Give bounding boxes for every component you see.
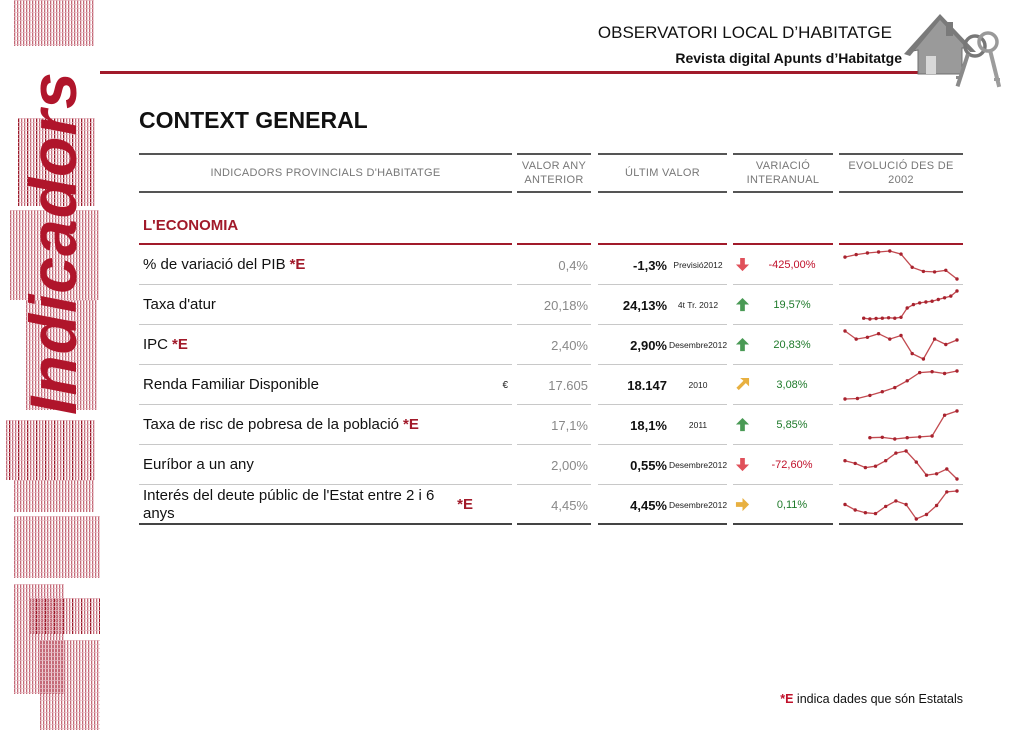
- indicator-label: IPC: [143, 336, 169, 353]
- sparkline-point: [904, 449, 907, 452]
- indicator-label: Interés del deute públic de l'Estat entre 2 i 6 anys: [143, 487, 435, 522]
- arrow-up-icon: [735, 417, 750, 432]
- sparkline-path: [845, 371, 957, 399]
- sparkline-point: [856, 397, 859, 400]
- variation-cell: [733, 245, 833, 285]
- sparkline-point: [922, 270, 925, 273]
- column-header-variation-label: VARIACIÓ INTERANUAL: [746, 160, 820, 186]
- arrow-up-icon: [735, 337, 750, 352]
- evolution-sparkline: [839, 365, 963, 405]
- column-header-last-label: ÚLTIM VALOR: [624, 167, 700, 179]
- sparkline-point: [944, 343, 947, 346]
- last-value-cell: [598, 245, 727, 285]
- last-value-cell: [598, 445, 727, 485]
- last-value-cell: [598, 285, 727, 325]
- sparkline-point: [864, 511, 867, 514]
- period-line-2: 2012: [708, 340, 728, 350]
- sparkline-point: [943, 296, 946, 299]
- variation-value: 19,57%: [773, 299, 811, 311]
- evolution-cell: [839, 245, 963, 285]
- sparkline-point: [868, 436, 871, 439]
- table-row: [0, 485, 1023, 525]
- previous-value: 20,18%: [543, 297, 588, 313]
- sparkline-point: [884, 505, 887, 508]
- sparkline-point: [911, 266, 914, 269]
- variation-value: 3,08%: [776, 379, 808, 391]
- evolution-sparkline: [839, 245, 963, 285]
- estatal-star: *E: [403, 416, 419, 433]
- period-line-1: Desembre: [668, 460, 709, 470]
- sparkline-point: [877, 332, 880, 335]
- previous-value-cell: [517, 445, 591, 485]
- sparkline-point: [933, 270, 936, 273]
- sparkline-point: [906, 436, 909, 439]
- sparkline-point: [918, 371, 921, 374]
- sparkline-point: [915, 460, 918, 463]
- evolution-sparkline: [839, 485, 963, 525]
- sparkline-point: [894, 499, 897, 502]
- evolution-sparkline: [839, 405, 963, 445]
- last-value-cell: [598, 485, 727, 525]
- header-rule: [100, 71, 940, 74]
- column-header-evolution-label: EVOLUCIÓ DES DE 2002: [848, 160, 954, 186]
- sparkline-point: [899, 334, 902, 337]
- evolution-cell: [839, 445, 963, 485]
- sparkline-point: [955, 277, 958, 280]
- period-label: [668, 325, 728, 365]
- sparkline-point: [904, 503, 907, 506]
- sparkline-point: [843, 503, 846, 506]
- sparkline-point: [922, 357, 925, 360]
- column-header-previous-label: VALOR ANY ANTERIOR: [521, 160, 587, 186]
- sparkline-point: [918, 435, 921, 438]
- arrow-down-icon: [735, 457, 750, 472]
- period-label: [672, 405, 724, 445]
- sparkline-point: [906, 306, 909, 309]
- column-header-indicator: [139, 153, 512, 193]
- footnote-star: *E: [780, 692, 794, 706]
- sparkline-point: [924, 300, 927, 303]
- table-row: [0, 285, 1023, 325]
- table-row: [0, 365, 1023, 405]
- sparkline-point: [935, 472, 938, 475]
- indicator-cell: [139, 285, 512, 325]
- last-value: 24,13%: [622, 297, 667, 313]
- estatal-star: *E: [289, 256, 306, 273]
- sparkline-point: [893, 317, 896, 320]
- sparkline-path: [864, 291, 957, 319]
- last-value: 0,55%: [630, 457, 667, 473]
- indicator-name: [143, 365, 473, 405]
- sparkline-point: [843, 255, 846, 258]
- previous-value: 4,45%: [551, 497, 588, 513]
- column-header-last: [598, 153, 727, 193]
- sparkline-point: [884, 459, 887, 462]
- footnote-text: indica dades que són Estatals: [793, 692, 963, 706]
- period-line-2: 2012: [708, 460, 728, 470]
- column-header-indicator-label: INDICADORS PROVINCIALS D'HABITATGE: [210, 167, 441, 179]
- sparkline-point: [925, 513, 928, 516]
- variation-value: 20,83%: [773, 339, 811, 351]
- house-keys-logo: [902, 12, 1002, 94]
- variation-value: 0,11%: [776, 499, 808, 511]
- sparkline-point: [955, 489, 958, 492]
- sparkline-point: [918, 301, 921, 304]
- sparkline-point: [877, 250, 880, 253]
- sparkline-point: [874, 512, 877, 515]
- sparkline-point: [843, 459, 846, 462]
- indicator-cell: [139, 485, 512, 525]
- sparkline-point: [887, 316, 890, 319]
- previous-value: 0,4%: [558, 257, 588, 273]
- evolution-cell: [839, 325, 963, 365]
- sparkline-point: [864, 466, 867, 469]
- section-title: CONTEXT GENERAL: [139, 107, 368, 133]
- previous-value-cell: [517, 245, 591, 285]
- evolution-cell: [839, 485, 963, 525]
- sparkline-point: [955, 369, 958, 372]
- variation-cell: [733, 445, 833, 485]
- sparkline-point: [935, 504, 938, 507]
- sparkline-point: [881, 390, 884, 393]
- column-header-previous: [517, 153, 591, 193]
- indicator-name: [143, 285, 473, 325]
- sparkline-point: [843, 329, 846, 332]
- arrow-down-icon: [735, 257, 750, 272]
- variation-cell: [733, 485, 833, 525]
- last-value: 18.147: [627, 377, 667, 393]
- sparkline-point: [955, 338, 958, 341]
- sparkline-point: [893, 437, 896, 440]
- sparkline-point: [949, 294, 952, 297]
- sparkline-point: [855, 337, 858, 340]
- period-line-1: Previsió: [673, 260, 704, 270]
- indicator-cell: [139, 365, 512, 405]
- evolution-sparkline: [839, 325, 963, 365]
- last-value-cell: [598, 325, 727, 365]
- previous-value: 2,40%: [551, 337, 588, 353]
- side-title: Indicadors: [16, 71, 90, 415]
- sparkline-point: [925, 474, 928, 477]
- sparkline-point: [862, 317, 865, 320]
- period-label: [672, 285, 724, 325]
- sparkline-point: [888, 249, 891, 252]
- header-subtitle: Revista digital Apunts d’Habitatge: [675, 50, 902, 66]
- estatal-star: *E: [172, 336, 188, 353]
- period-line-1: Desembre: [668, 500, 709, 510]
- sparkline-point: [955, 289, 958, 292]
- sparkline-point: [855, 253, 858, 256]
- indicator-cell: [139, 445, 512, 485]
- table-row: [0, 245, 1023, 285]
- last-value-cell: [598, 405, 727, 445]
- sparkline-point: [843, 397, 846, 400]
- sparkline-point: [854, 462, 857, 465]
- period-line-1: Desembre: [668, 340, 709, 350]
- sparkline-point: [912, 303, 915, 306]
- sparkline-point: [955, 409, 958, 412]
- indicator-label: % de variació del PIB: [143, 256, 286, 273]
- evolution-cell: [839, 405, 963, 445]
- evolution-cell: [839, 365, 963, 405]
- arrow-up-icon: [735, 297, 750, 312]
- last-value: -1,3%: [633, 257, 667, 273]
- sparkline-point: [945, 490, 948, 493]
- variation-cell: [733, 365, 833, 405]
- sparkline-point: [906, 379, 909, 382]
- arrow-right-icon: [735, 497, 750, 512]
- footnote: [780, 692, 963, 706]
- sparkline-point: [888, 337, 891, 340]
- previous-value: 17,1%: [551, 417, 588, 433]
- sparkline-point: [874, 317, 877, 320]
- indicator-label: Euríbor a un any: [143, 456, 254, 473]
- previous-value-cell: [517, 405, 591, 445]
- evolution-sparkline: [839, 285, 963, 325]
- period-line-2: 2012: [703, 260, 723, 270]
- unit-label: €: [502, 379, 508, 391]
- sparkline-point: [881, 317, 884, 320]
- previous-value-cell: [517, 285, 591, 325]
- period-line-2: 2012: [708, 500, 728, 510]
- sparkline-point: [866, 336, 869, 339]
- last-value: 18,1%: [630, 417, 667, 433]
- table-row: [0, 445, 1023, 485]
- sparkline-point: [945, 467, 948, 470]
- sparkline-point: [866, 251, 869, 254]
- sparkline-point: [943, 372, 946, 375]
- sparkline-point: [894, 451, 897, 454]
- sparkline-point: [930, 434, 933, 437]
- variation-value: -425,00%: [768, 259, 816, 271]
- evolution-sparkline: [839, 445, 963, 485]
- sparkline-path: [845, 451, 957, 479]
- previous-value-cell: [517, 325, 591, 365]
- arrow-up-right-icon: [735, 377, 750, 392]
- period-label: [668, 485, 728, 525]
- sparkline-point: [933, 337, 936, 340]
- table-row: [0, 405, 1023, 445]
- sparkline-point: [868, 394, 871, 397]
- sparkline-point: [937, 298, 940, 301]
- sparkline-point: [915, 517, 918, 520]
- variation-cell: [733, 285, 833, 325]
- evolution-cell: [839, 285, 963, 325]
- table-row: [0, 325, 1023, 365]
- period-label: [672, 365, 724, 405]
- variation-cell: [733, 325, 833, 365]
- indicator-cell: [139, 325, 512, 365]
- sparkline-point: [868, 317, 871, 320]
- indicator-label: Taxa de risc de pobresa de la població: [143, 416, 399, 433]
- sparkline-point: [874, 465, 877, 468]
- header-title: OBSERVATORI LOCAL D’HABITATGE: [597, 23, 892, 42]
- sparkline-point: [955, 477, 958, 480]
- sparkline-point: [854, 508, 857, 511]
- indicator-label: Renda Familiar Disponible: [143, 376, 319, 393]
- sparkline-point: [911, 352, 914, 355]
- period-line-1: 4t Tr. 2012: [677, 300, 719, 310]
- period-label: [668, 445, 728, 485]
- variation-value: 5,85%: [776, 419, 808, 431]
- indicator-cell: [139, 405, 512, 445]
- variation-cell: [733, 405, 833, 445]
- group-label: L'ECONOMIA: [143, 217, 239, 234]
- sparkline-point: [943, 414, 946, 417]
- sparkline-point: [893, 386, 896, 389]
- indicator-name: [143, 245, 473, 285]
- estatal-star: *E: [457, 496, 473, 513]
- sparkline-point: [944, 269, 947, 272]
- indicator-label: Taxa d'atur: [143, 296, 216, 313]
- column-header-variation: [733, 153, 833, 193]
- previous-value-cell: [517, 365, 591, 405]
- indicator-name: [143, 325, 473, 365]
- sparkline-point: [930, 300, 933, 303]
- period-label: [672, 245, 724, 285]
- variation-value: -72,60%: [771, 459, 813, 471]
- indicator-cell: [139, 245, 512, 285]
- column-header-evolution: [839, 153, 963, 193]
- last-value: 4,45%: [630, 497, 667, 513]
- sparkline-point: [881, 436, 884, 439]
- sparkline-point: [930, 370, 933, 373]
- indicator-name: [143, 485, 473, 525]
- period-line-1: 2010: [688, 380, 708, 390]
- sparkline-point: [899, 316, 902, 319]
- sparkline-path: [845, 491, 957, 519]
- period-line-1: 2011: [688, 420, 708, 430]
- previous-value: 2,00%: [551, 457, 588, 473]
- indicator-name: [143, 445, 473, 485]
- previous-value: 17.605: [548, 377, 588, 393]
- indicator-name: [143, 405, 473, 445]
- last-value-cell: [598, 365, 727, 405]
- previous-value-cell: [517, 485, 591, 525]
- sparkline-point: [899, 252, 902, 255]
- last-value: 2,90%: [630, 337, 667, 353]
